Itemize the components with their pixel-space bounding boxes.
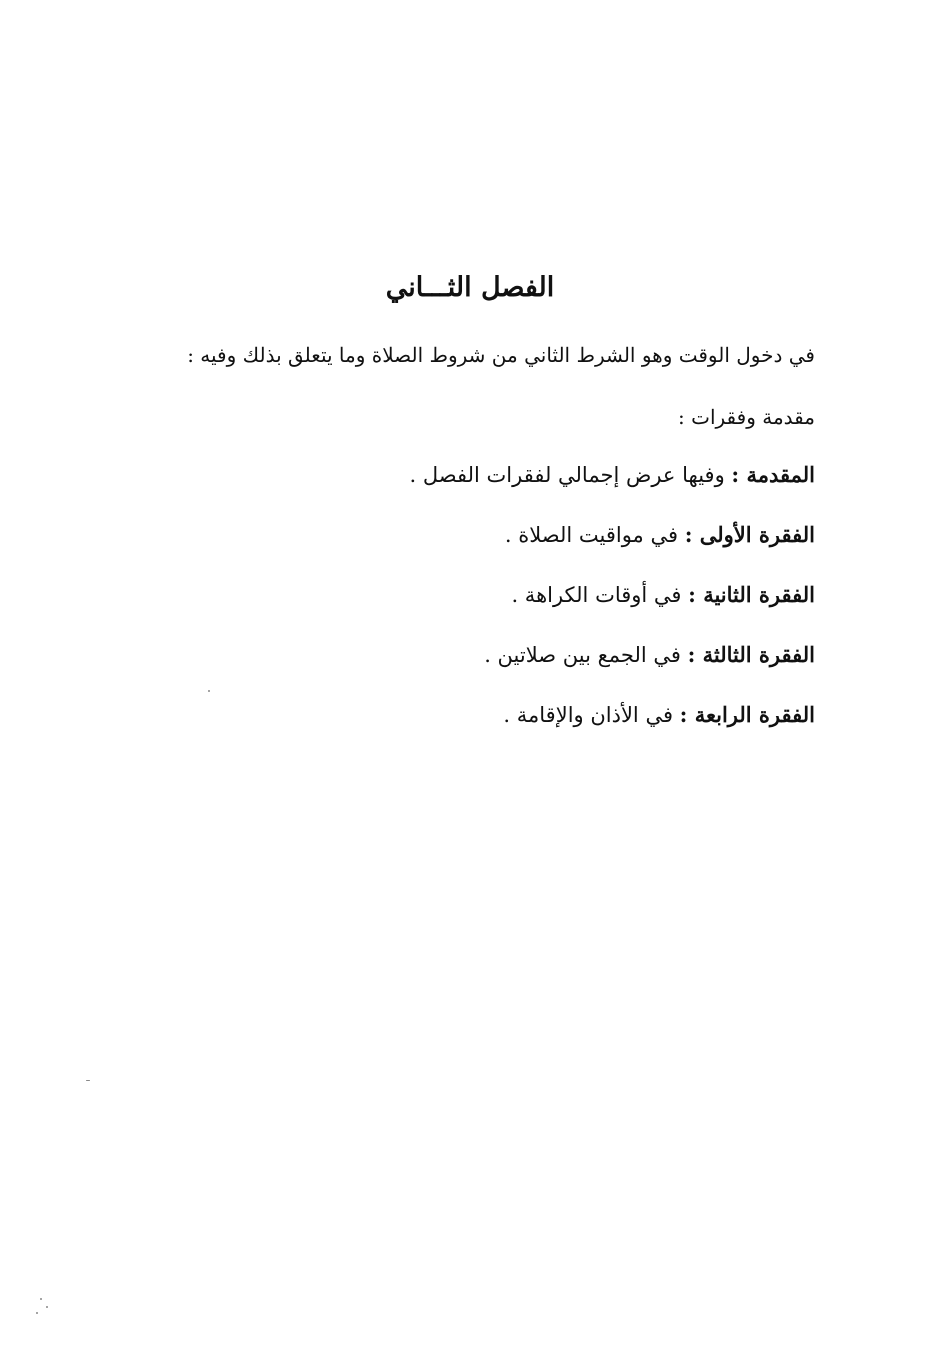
chapter-subheading: مقدمة وفقرات : xyxy=(678,405,815,429)
list-item xyxy=(511,578,815,612)
scan-speck xyxy=(208,690,210,692)
item-text: في مواقيت الصلاة . xyxy=(504,523,685,547)
item-label: الفقرة الثانية : xyxy=(688,582,815,607)
item-label: الفقرة الثالثة : xyxy=(687,642,815,667)
list-item xyxy=(503,698,815,732)
item-text: في الجمع بين صلاتين . xyxy=(484,643,688,667)
list-item xyxy=(484,638,815,672)
scan-speck xyxy=(40,1298,42,1300)
chapter-intro: في دخول الوقت وهو الشرط الثاني من شروط الصلاة وما يتعلق بذلك وفيه : xyxy=(187,343,815,367)
scan-speck xyxy=(86,1080,90,1081)
item-text: في أوقات الكراهة . xyxy=(511,583,689,607)
item-text: في الأذان والإقامة . xyxy=(503,703,680,727)
item-label: المقدمة : xyxy=(731,462,815,487)
scan-speck xyxy=(36,1312,38,1314)
item-label: الفقرة الأولى : xyxy=(684,522,815,547)
list-item xyxy=(505,518,815,552)
item-label: الفقرة الرابعة : xyxy=(679,702,815,727)
scan-speck xyxy=(46,1306,48,1308)
chapter-title: الفصل الثـــاني xyxy=(385,272,555,303)
item-text: وفيها عرض إجمالي لفقرات الفصل . xyxy=(409,463,732,487)
list-item xyxy=(410,458,815,492)
